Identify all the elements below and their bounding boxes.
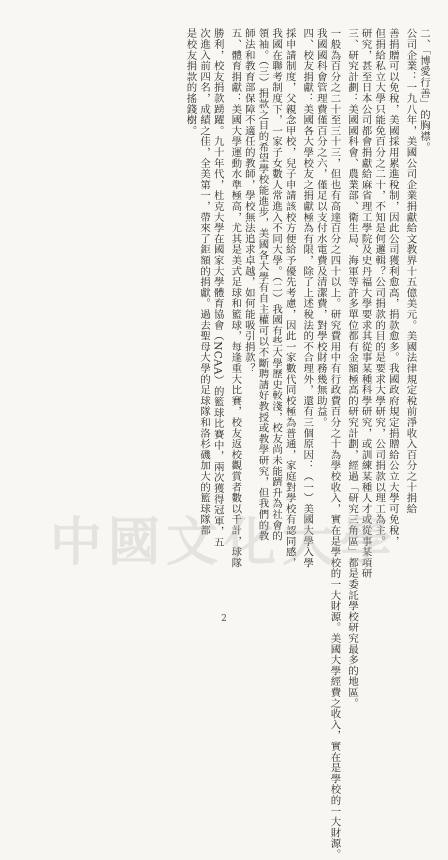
- text-line: 我國在聯考制度下，一家子女數人常進入不同大學。（二）我國有些大學歷史較淺，校友尚未能躋升為社會的: [270, 28, 283, 542]
- text-line: 善捐贈可以免稅，美國採用累進稅制，因此公司獲利愈高，捐款愈多。我國政府規定捐贈給公立大學可免稅，: [386, 28, 399, 547]
- text-line: 是校友捐款的搖錢樹。: [184, 28, 197, 136]
- text-line: 次進入前四名，成績之佳，全美第一，帶來了鉅額的捐獻。過去聖母大學的足球隊和洛杉磯加大的籃球隊都: [198, 28, 211, 536]
- document-body-text: [183, 28, 430, 860]
- text-line: 但捐給私立大學只能免百分之二十，不知是何邏輯？公司捐款的目的是要求大學研究，公司捐款以理工為主。: [373, 28, 386, 547]
- text-line: 勝利，校友捐款踴躍。九十年代，杜克大學在國家大學體育協會（NCAA）的籃球比賽中，兩次獲得冠軍，五: [211, 28, 224, 548]
- text-line: 二、「博愛行善」的胸襟。: [418, 28, 430, 153]
- text-line: 四、校友捐獻：美國各大學校友之捐獻極為有限，除了上述稅法的不合理外，還有三個原因：（一）美國大學入學: [301, 28, 314, 568]
- text-line: 公司企業：一九八年，美國公司企業捐獻給文教界十五億美元。美國法律規定稅前淨收入百分之十捐給: [404, 28, 417, 514]
- text-line: 研究，甚至日本公司都會捐獻給麻省理工學院及史丹福大學要求其從事某種科學研究，或訓練某種人才或從事某項研: [359, 28, 372, 579]
- text-line: 領袖。（三）捐款之目的希望學校能進步，美國各大學有自主權可以不斷聘請好教授或教學研究，但我們的教: [256, 28, 269, 542]
- text-line: 師法和教育部保障不適任的教師，學校無法追求卓越，如何能吸引捐款？: [242, 28, 255, 374]
- text-line: 我國國科會管理費僅百分之六，僅足以支付水電費及清潔費，對學校財務幾無助益。: [314, 28, 327, 428]
- text-line: 五、體育捐獻：美國大學運動水準極高，尤其是美式足球和籃球，每逢重大比賽，校友返校觀賞者數以千計，球隊: [229, 28, 242, 568]
- watermark: 中國文化大學: [49, 513, 398, 573]
- page-number: 2: [221, 614, 227, 624]
- text-line: 採申請制度，父親念甲校，兒子申請該校方便給予優先考慮，因此一家數代同校極為普通，家庭對學校有認同感，: [283, 28, 296, 568]
- text-line: 三、研究計劃：美國國科會、農業部、衛生局、海軍等許多單位都有金額極高的研究計劃，經過「研究三角區」都是委託學校研究最多的地區。: [346, 28, 359, 709]
- text-line: 一般為百分之二十至三十三，但也有高達百分之四十以上。研究費用中有行政費百分之十為學校收入，實在是學校的一大財源。美國大學經費之收入，實在是學校的一大財源。: [328, 28, 341, 860]
